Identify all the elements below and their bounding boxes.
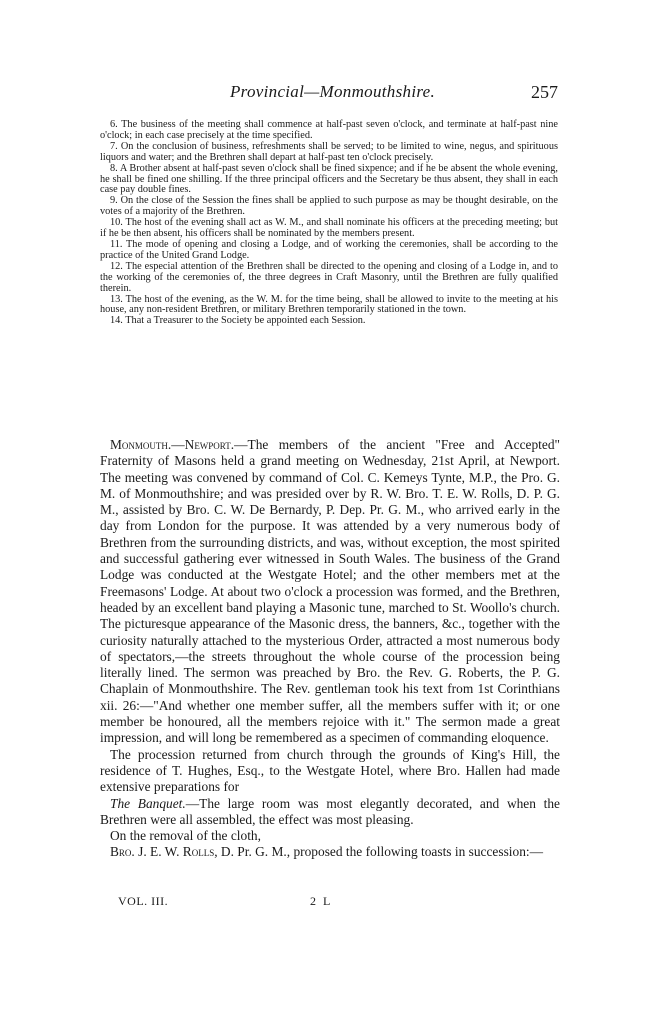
article-heading: Monmouth.—Newport. — [110, 437, 235, 452]
article-body — [100, 437, 560, 861]
rule-item: 11. The mode of opening and closing a Lodge, and of working the ceremonies, shall be according to the practice of the United Grand Lodge. — [100, 238, 558, 261]
rule-item: 7. On the conclusion of business, refreshments shall be served; to be limited to wine, negus, and spirituous liquors and water; and the Brethren shall depart at half-past ten o'clock precisely. — [100, 140, 558, 163]
banquet-heading: The Banquet. — [110, 795, 186, 811]
rule-item: 14. That a Treasurer to the Society be appointed each Session. — [110, 315, 366, 327]
rule-item: 9. On the close of the Session the fines shall be applied to such purpose as may be thought desirable, on the votes of a majority of the Brethren. — [100, 195, 558, 218]
article-paragraph: The procession returned from church through the grounds of King's Hill, the residence of T. Hughes, Esq., to the Westgate Hotel, where Bro. Hallen had made extensive preparations for — [100, 746, 560, 795]
article-paragraph — [100, 796, 560, 829]
article-paragraph — [100, 437, 560, 747]
toast-speaker: Bro. J. E. W. Rolls, — [110, 844, 218, 860]
article-paragraph: On the removal of the cloth, — [110, 828, 261, 844]
rule-item: 10. The host of the evening shall act as W. M., and shall nominate his officers at the preceding meeting; but if he be then absent, his officers shall be nominated by the members present. — [100, 217, 558, 240]
page-number: 257 — [531, 82, 558, 102]
rule-item: 13. The host of the evening, as the W. M. for the time being, shall be allowed to invite to the meeting at his house, any non-resident Brethren, or military Brethren temporarily stationed in the town. — [100, 293, 558, 316]
article-paragraph — [100, 844, 560, 860]
article-text: —The members of the ancient "Free and Accepted" Fraternity of Masons held a grand meeting on Wednesday, 21st April, at Newport. The meeting was convened by command of Col. C. Kemeys Tynte, M.P., the Pro. G. M. of Monmouthshire; and was presided over by R. W. Bro. T. E. W. Rolls, D. P. G. M., assisted by Bro. C. W. De Bernardy, P. Dep. Pr. G. M., who arrived early in the day from London for the purpose. It was attended by a very numerous body of Brethren from the surrounding districts, and was, without exception, the most spirited and successful gathering ever witnessed in South Wales. The business of the Grand Lodge was conducted at the Westgate Hotel; and the other members met at the Freemasons' Lodge. At about two o'clock a procession was formed, and the Brethren, headed by an excellent band playing a Masonic tune, marched to St. Woollo's church. The picturesque appearance of the Masonic dress, the banners, &c., together with the curiosity naturally attached to the mysterious Order, attracted a most numerous body of spectators,—the streets throughout the whole course of the procession being literally lined. The sermon was preached by Bro. the Rev. G. Roberts, the P. G. Chaplain of Monmouthshire. The Rev. gentleman took his text from 1st Corinthians xii. 26:—"And whether one member suffer, all the members suffer with it; or one member be honoured, all the members rejoice with it." The sermon made a great impression, and will long be remembered as a specimen of commanding eloquence. — [100, 437, 560, 746]
running-header — [100, 82, 558, 106]
signature-mark: 2 L — [310, 894, 333, 908]
page-footer — [100, 894, 560, 914]
rule-item: 6. The business of the meeting shall commence at half-past seven o'clock, and terminate at half-past nine o'clock; in each case precisely at the time specified. — [100, 119, 558, 141]
running-title: Provincial—Monmouthshire. — [230, 82, 436, 101]
rule-item: 12. The especial attention of the Brethren shall be directed to the opening and closing of a Lodge in, and to the working of the ceremonies of, the three degrees in Craft Masonry, until the Brethren are fully qualified therein. — [100, 260, 558, 294]
society-rules — [100, 120, 558, 327]
article-text: D. Pr. G. M., proposed the following toasts in succession:— — [217, 844, 544, 860]
article-text: —The large room was most elegantly decorated, and when the Brethren were all assembled, the effect was most pleasing. — [100, 795, 560, 827]
volume-label: VOL. III. — [118, 894, 169, 908]
rule-item: 8. A Brother absent at half-past seven o'clock shall be fined sixpence; and if he be absent the whole evening, he shall be fined one shilling. If the three principal officers and the Secretary be thus absent, they shall in each case pay double fines. — [100, 162, 558, 196]
